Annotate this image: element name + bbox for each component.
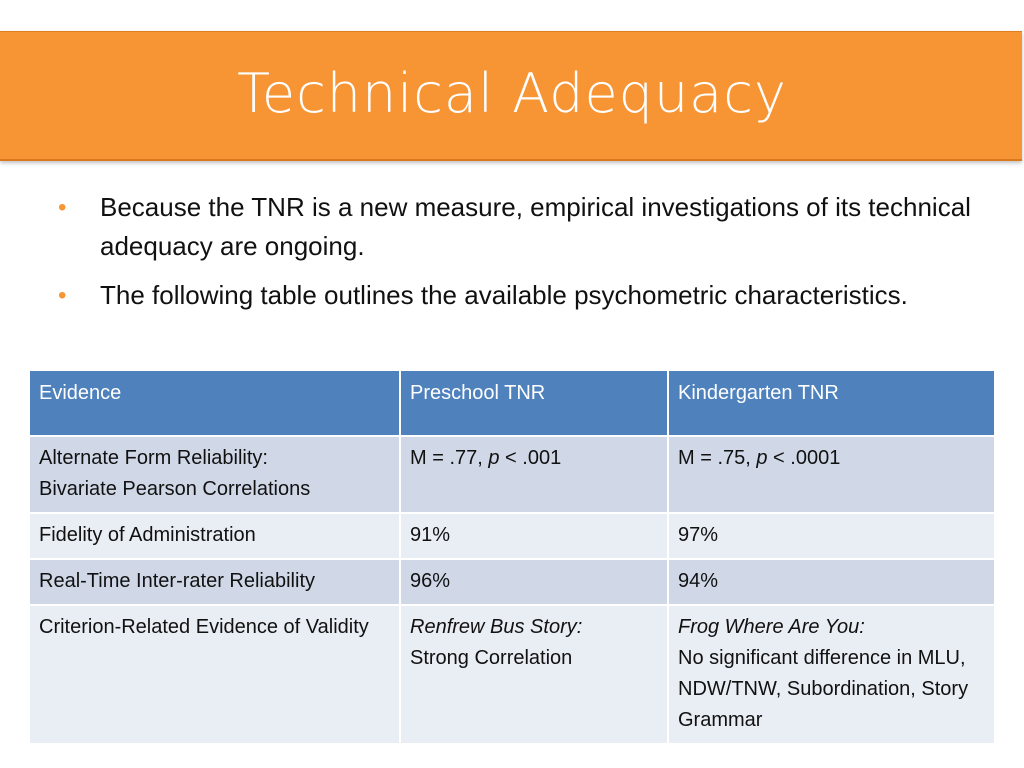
- value-text: < .001: [499, 447, 562, 469]
- preschool-cell: 96%: [400, 559, 668, 605]
- value-text: < .0001: [767, 447, 841, 469]
- preschool-cell: [400, 436, 668, 513]
- measure-name: Renfrew Bus Story:: [410, 616, 583, 638]
- header-preschool-tnr: Preschool TNR: [400, 370, 668, 436]
- kindergarten-cell: [668, 436, 995, 513]
- table-row: [29, 605, 995, 744]
- evidence-text: Alternate Form Reliability:: [39, 447, 268, 469]
- table-row: [29, 436, 995, 513]
- value-text: Strong Correlation: [410, 647, 573, 669]
- header-evidence: Evidence: [29, 370, 400, 436]
- bullet-marker: •: [58, 282, 67, 309]
- bullet-item: [58, 276, 988, 315]
- value-text: No significant difference in MLU, NDW/TNW, Subordination, Story Grammar: [678, 647, 969, 731]
- kindergarten-cell: 94%: [668, 559, 995, 605]
- evidence-cell: [29, 436, 400, 513]
- value-text: M = .77,: [410, 447, 489, 469]
- evidence-cell: Criterion-Related Evidence of Validity: [29, 605, 400, 744]
- evidence-text: Bivariate Pearson Correlations: [39, 478, 311, 500]
- header-kindergarten-tnr: Kindergarten TNR: [668, 370, 995, 436]
- bullet-marker: •: [58, 194, 67, 221]
- table-header-row: [29, 370, 995, 436]
- bullet-item: [58, 188, 988, 266]
- p-symbol: p: [488, 447, 500, 469]
- evidence-cell: Fidelity of Administration: [29, 513, 400, 559]
- bullet-text: Because the TNR is a new measure, empirical investigations of its technical adequacy are ongoing.: [100, 192, 971, 261]
- slide-title: Technical Adequacy: [237, 62, 787, 125]
- measure-name: Frog Where Are You:: [678, 616, 865, 638]
- p-symbol: p: [756, 447, 768, 469]
- kindergarten-cell: 97%: [668, 513, 995, 559]
- table-row: [29, 513, 995, 559]
- psychometric-table: [28, 369, 996, 745]
- preschool-cell: 91%: [400, 513, 668, 559]
- bullet-text: The following table outlines the available psychometric characteristics.: [100, 280, 908, 310]
- evidence-cell: Real-Time Inter-rater Reliability: [29, 559, 400, 605]
- kindergarten-cell: [668, 605, 995, 744]
- bullet-list: [58, 188, 988, 325]
- table-row: [29, 559, 995, 605]
- preschool-cell: [400, 605, 668, 744]
- value-text: M = .75,: [678, 447, 757, 469]
